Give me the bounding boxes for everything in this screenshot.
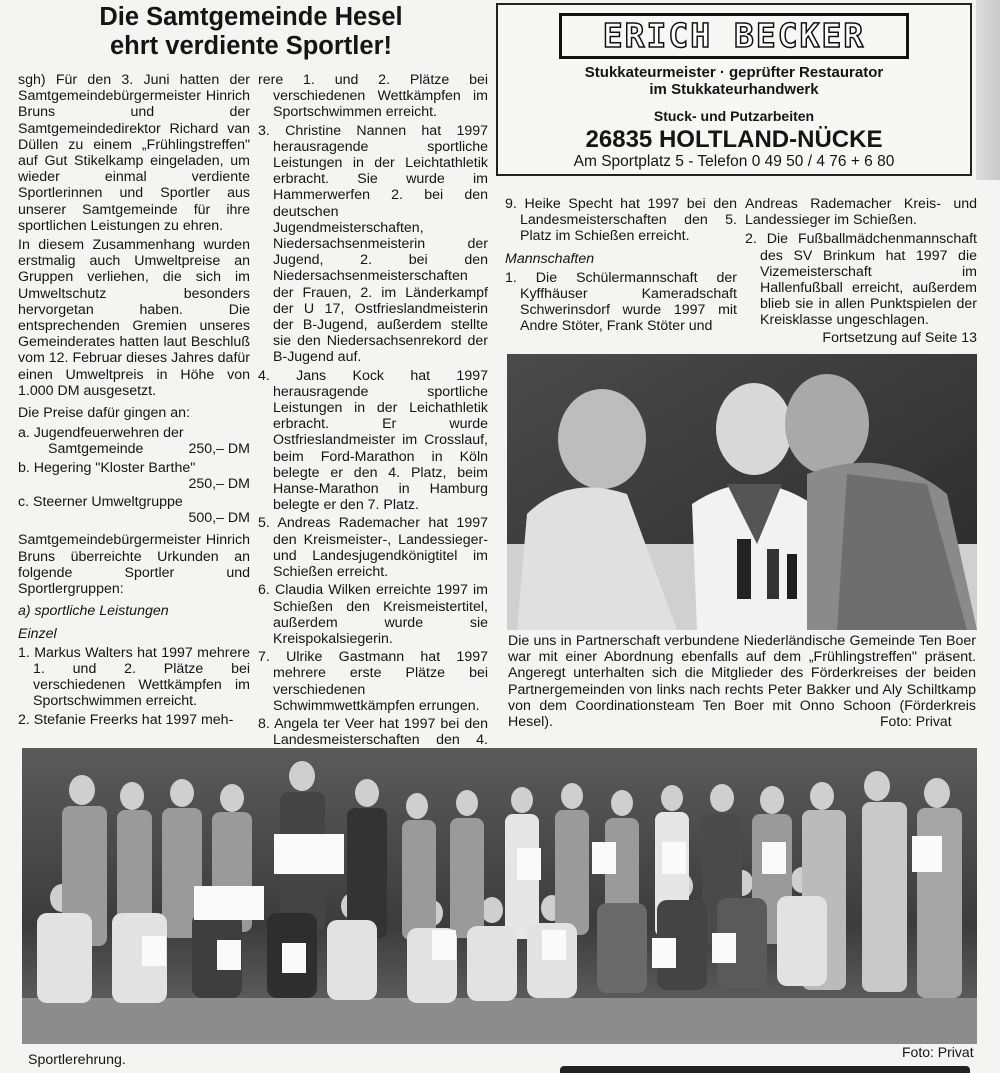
honoree-item: 1. Markus Walters hat 1997 mehrere 1. und 2. Plätze bei verschiedenen Wettkämpfen im Sportschwimmen erreicht.	[18, 644, 250, 710]
prize-item	[18, 494, 250, 526]
honoree-item: 7. Ulrike Gastmann hat 1997 mehrere erste Plätze bei verschiedenen Schwimmwettkämpfen errungen.	[258, 649, 488, 714]
team-list-part-2	[745, 231, 977, 328]
subsection-heading-einzel: Einzel	[18, 625, 57, 642]
ad-address: Am Sportplatz 5 - Telefon 0 49 50 / 4 76 + 6 80	[573, 153, 895, 170]
caption-text: Die uns in Partnerschaft verbundene Niederländische Gemeinde Ten Boer war mit einer Abordnung ebenfalls auf dem „Frühlingstreffen" präsent. Angeregt unterhalten sich die Mitglieder des Förderkreises der beiden Partnergemeinden von links nach rechts Peter Bakker und Aly Schiltkamp von dem Coordinationsteam Ten Boer mit Onno Schoon (Förderkreis Hesel).	[508, 633, 976, 731]
article-intro: sgh) Für den 3. Juni hatten der Samtgemeindebürgermeister Hinrich Bruns und der Samtgemeindedirektor Richard van Düllen zu einem „Frühlingstreffen" auf Gut Stikelkamp eingeladen, um wieder einmal verdiente Sportlerinnen und Sportler aus unserer Samtgemeinde für ihre sportlichen Leistungen zu ehren.	[18, 72, 250, 234]
prize-item	[18, 460, 250, 492]
article-headline	[20, 3, 482, 61]
article-column-1	[18, 72, 250, 730]
ad-city: 26835 HOLTLAND-NÜCKE	[585, 126, 883, 153]
honoree-list-part-3	[505, 196, 737, 245]
prize-list	[18, 425, 250, 526]
prize-name: Samtgemeinde	[48, 441, 144, 458]
continuation-note: Fortsetzung auf Seite 13	[822, 329, 977, 346]
article-paragraph-certificates: Samtgemeindebürgermeister Hinrich Bruns überreichte Urkunden an folgende Sportler und Sportlergruppen:	[18, 532, 250, 598]
honoree-list-part-1	[18, 645, 250, 728]
partnership-photo-image	[507, 354, 977, 630]
headline-line-2: ehrt verdiente Sportler!	[110, 32, 392, 60]
ad-services: Stuck- und Putzarbeiten	[653, 108, 815, 124]
ad-profession: Stukkateurmeister · geprüfter Restaurator	[584, 64, 884, 81]
advertiser-logo: ERICH BECKER	[559, 13, 909, 59]
honoree-item: 4. Jans Kock hat 1997 herausragende sportliche Leistungen in der Leichathletik erbracht. Er wurde Ostfrieslandmeister im Crosslauf, beim Ford-Marathon in Köln belegte er den 4. Platz, beim Hanse-Marathon in Hamburg belegte er den 7. Platz.	[258, 367, 488, 514]
honoree-item: 6. Claudia Wilken erreichte 1997 im Schießen den Kreismeistertitel, außerdem wurde sie Kreispokalsiegerin.	[258, 582, 488, 647]
article-paragraph-environment: In diesem Zusammenhang wurden erstmalig auch Umweltpreise an Gruppen verliehen, die sich im Umweltschutz besonders hervorgetan haben. Die entsprechenden Gremien unseres Gemeinderates hatten laut Beschluß vom 12. Februar dieses Jahres dafür einen Umweltpreis in Höhe von 1.000 DM ausgesetzt.	[18, 237, 250, 399]
page-edge-bar	[560, 1066, 970, 1073]
headline-line-1: Die Samtgemeinde Hesel	[99, 3, 403, 31]
prize-label: b. Hegering "Kloster Barthe"	[18, 459, 196, 476]
subsection-heading-mannschaften: Mannschaften	[505, 250, 595, 267]
article-column-4	[745, 196, 977, 349]
group-photo-image	[22, 748, 977, 1044]
team-item: 2. Die Fußballmädchenmannschaft des SV Brinkum hat 1997 die Vizemeisterschaft im Hallenfußball erreicht, außerdem blieb sie in allen Punktspielen der Kreisklasse ungeschlagen.	[745, 231, 977, 329]
prize-label: c. Steerner Umweltgruppe	[18, 494, 183, 511]
group-photo	[22, 748, 977, 1044]
prizes-intro: Die Preise dafür gingen an:	[18, 405, 190, 422]
honoree-list-part-2	[258, 72, 488, 765]
article-column-2	[258, 72, 488, 767]
group-photo-credit: Foto: Privat	[902, 1044, 974, 1060]
partnership-photo	[507, 354, 977, 630]
prize-amount: 500,– DM	[188, 510, 250, 527]
group-photo-caption: Sportlerehrung.	[28, 1052, 126, 1068]
honoree-item: 8. Angela ter Veer hat 1997 bei den Landesmeisterschaften den 4.	[258, 715, 488, 749]
prize-label: a. Jugendfeuerwehren der	[18, 425, 184, 442]
prize-amount: 250,– DM	[188, 441, 250, 458]
team-item-continued: Andreas Rademacher Kreis- und Landessieger im Schießen.	[745, 196, 977, 229]
section-heading-sport: a) sportliche Leistungen	[18, 603, 169, 620]
honoree-item: 3. Christine Nannen hat 1997 herausragende sportliche Leistungen in der Leichtathletik erbracht. Sie wurde im Hammerwerfen 2. bei den deutschen Jugendmeisterschaften, Niedersachsenmeisterin der Jugend, 2. bei den Niedersachsenmeisterschaften der Frauen, 2. im Länderkampf der U 17, Ostfrieslandmeisterin der B-Jugend, außerdem stellte sie den Niedersachsenrekord der B-Jugend auf.	[258, 122, 488, 366]
honoree-item: 2. Stefanie Freerks hat 1997 meh-	[18, 711, 234, 728]
adjacent-page-edge	[976, 0, 1000, 180]
prize-amount: 250,– DM	[188, 475, 250, 492]
team-item: 1. Die Schülermannschaft der Kyffhäuser Kameradschaft Schwerinsdorf wurde 1997 mit Andre Stöter, Frank Stöter und	[505, 269, 737, 335]
ad-profession-trade: im Stukkateurhandwerk	[649, 81, 819, 98]
team-list-part-1	[505, 270, 737, 335]
partnership-photo-credit: Foto: Privat	[880, 713, 952, 729]
advertisement-box	[496, 3, 972, 176]
article-column-3	[505, 196, 737, 337]
honoree-item: rere 1. und 2. Plätze bei verschiedenen Wettkämpfen im Sportschwimmen erreicht.	[258, 72, 488, 121]
honoree-item: 9. Heike Specht hat 1997 bei den Landesmeisterschaften den 5. Platz im Schießen erreicht.	[505, 196, 737, 245]
prize-item	[18, 425, 250, 457]
honoree-item: 5. Andreas Rademacher hat 1997 den Kreismeister-, Landessieger- und Landesjugendkönigtitel im Schießen erreicht.	[258, 515, 488, 581]
